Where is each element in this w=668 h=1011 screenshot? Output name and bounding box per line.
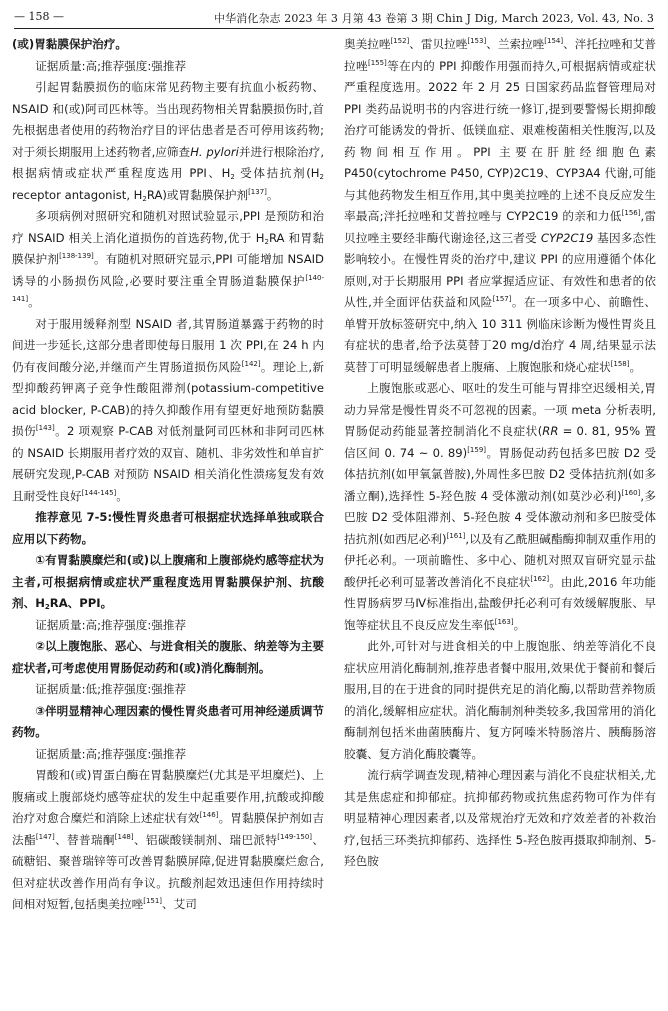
evidence-line: 证据质量:高;推荐强度:强推荐 (35, 617, 187, 632)
paragraph: 奥美拉唑[152]、雷贝拉唑[153]、兰索拉唑[154]、泮托拉唑和艾普拉唑[155]等在内的 PPI 抑酸作用强而持久,可根据病情或症状严重程度选用。2022 年 2 月 25 日国家药品监督管理局对 PPI 类药品说明书的内容进行统一修订,提到要警惕长期抑酸治疗可能诱发的骨折、低镁血症、艰难梭菌相关性腹泻,以及药物间相互作用。PPI 主要在肝脏经细胞色素 P450(cytochrome P450, CYP)2C19、CYP3A4 代谢,可能与其他药物发生相互作用,其中奥美拉唑的上述不良反应发生率最高;泮托拉唑和艾普拉唑与 CYP2C19 的亲和力低[156],雷贝拉唑主要经非酶代谢途径,这三者受 CYP2C19 基因多态性影响较小。在慢性胃炎的治疗中,建议 PPI 的应用遵循个体化原则,对于长期服用 PPI 者应掌握适应证、有效性和患者的依从性,并全面评估获益和风险[157]。在一项多中心、前瞻性、单臂开放标签研究中,纳入 10 311 例临床诊断为慢性胃炎且有症状的患者,给予法莫替丁20 mg/d治疗 4 周,结果显示法莫替丁可明显缓解患者上腹痛、上腹饱胀和烧心症状[158]。 (344, 37, 657, 374)
citation: [157] (492, 295, 512, 303)
paragraph: 上腹饱胀或恶心、呕吐的发生可能与胃排空迟缓相关,胃动力异常是慢性胃炎不可忽视的因素。一项 meta 分析表明,胃肠促动药能显著控制消化不良症状(RR = 0. 81, 95% 置信区间 0. 74 ~ 0. 89)[159]。胃肠促动药包括多巴胺 D2 受体拮抗剂(如甲氧氯普胺),外周性多巴胺 D2 受体拮抗剂(如多潘立酮),选择性 5-羟色胺 4 受体激动剂(如莫沙必利)[160],多巴胺 D2 受体阻滞剂、5-羟色胺 4 受体激动剂和多巴胺受体拮抗剂(如西尼必利)[161],以及有乙酰胆碱酯酶抑制双重作用的伊托必利。一项前瞻性、多中心、随机对照双盲研究显示盐酸伊托必利可显著改善消化不良症状[162]。由此,2016 年功能性胃肠病罗马Ⅳ标准指出,盐酸伊托必利可有效缓解腹胀、早饱等症状且不良反应发生率低[163]。 (344, 381, 657, 632)
citation: [163] (494, 617, 514, 626)
citation: [144-145] (81, 488, 117, 497)
citation: [140-141] (12, 273, 324, 303)
citation: [153] (467, 37, 487, 45)
page-header (14, 8, 654, 29)
page-number: — 158 — (14, 10, 64, 23)
left-column (12, 34, 324, 916)
citation: [148] (114, 832, 134, 841)
citation: [152] (390, 37, 410, 45)
citation: [147] (35, 832, 55, 841)
right-column (344, 34, 656, 873)
paragraph: (或)胃黏膜保护治疗。 (12, 37, 127, 51)
citation: [155] (367, 58, 387, 67)
citation: [156] (621, 209, 641, 217)
citation: [138-139] (59, 252, 94, 260)
recommendation-item: ①有胃黏膜糜烂和(或)以上腹痛和上腹部烧灼感等症状为主者,可根据病情或症状严重程度选用胃黏膜保护剂、抗酸剂、$H_2RA$、PPI。 (12, 553, 324, 611)
citation: [137] (248, 187, 267, 196)
citation: [154] (544, 37, 564, 45)
citation: [142] (241, 359, 261, 368)
evidence-line: 证据质量:低;推荐强度:强推荐 (35, 682, 187, 696)
evidence-line: 证据质量:高;推荐强度:强推荐 (35, 58, 187, 73)
paragraph: 对于服用缓释剂型 NSAID 者,其胃肠道暴露于药物的时间进一步延长,这部分患者即使每日服用 1 次 PPI,在 24 h 内仍有夜间酸分泌,并继而产生胃肠道损伤风险[142]。理论上,新型抑酸药钾离子竞争性酸阻滞剂(potassium-competitive acid blocker, P-CAB)的持久抑酸作用有望更好地预防黏膜损伤[143]。2 项观察 P-CAB 对低剂量阿司匹林和非阿司匹林的 NSAID 长期服用者疗效的双盲、随机、非劣效性和单盲扩展研究发现,P-CAB 对预防 NSAID 相关消化性溃疡复发有效且耐受性良好[144-145]。 (12, 316, 325, 503)
citation: [151] (143, 897, 163, 905)
evidence-line: 证据质量:高;推荐强度:强推荐 (35, 746, 187, 761)
citation: [149-150] (277, 832, 313, 841)
citation: [160] (621, 488, 641, 497)
recommendation-heading: 推荐意见 7-5:慢性胃炎患者可根据症状选择单独或联合应用以下药物。 (12, 510, 324, 546)
paragraph: 此外,可针对与进食相关的中上腹饱胀、纳差等消化不良症状应用消化酶制剂,推荐患者餐中服用,效果优于餐前和餐后服用,目的在于进食的同时提供充足的消化酶,以帮助营养物质的消化,缓解相应症状。消化酶制剂种类较多,我国常用的消化酶制剂包括米曲菌胰酶片、复方阿嗪米特肠溶片、胰酶肠溶胶囊、复方消化酶胶囊等。 (344, 639, 656, 761)
recommendation-item: ③伴明显精神心理因素的慢性胃炎患者可用神经递质调节药物。 (12, 703, 324, 739)
citation: [146] (199, 811, 219, 819)
paragraph: 引起胃黏膜损伤的临床常见药物主要有抗血小板药物、NSAID 和(或)阿司匹林等。当出现药物相关胃黏膜损伤时,首先根据患者使用的药物治疗目的评估患者是否可停用该药物;对于须长期服用上述药物者,应筛查H. pylori并进行根除治疗,根据病情或症状严重程度选用 PPI、$H_2$ 受体拮抗剂($H_2$ receptor antagonist, $H_2RA$)或胃黏膜保护剂[137]。 (12, 80, 325, 203)
paragraph: 流行病学调查发现,精神心理因素与消化不良症状相关,尤其是焦虑症和抑郁症。抗抑郁药物或抗焦虑药物可作为伴有明显精神心理因素者,以及常规治疗无效和疗效差者的补救治疗,包括三环类抗抑郁药、选择性 5-羟色胺再摄取抑制剂、5-羟色胺 (344, 768, 656, 868)
recommendation-item: ②以上腹饱胀、恶心、与进食相关的腹胀、纳差等为主要症状者,可考虑使用胃肠促动药和(或)消化酶制剂。 (12, 639, 324, 675)
citation: [143] (35, 424, 55, 432)
paragraph: 多项病例对照研究和随机对照试验显示,PPI 是预防和治疗 NSAID 相关上消化道损伤的首选药物,优于 $H_2RA$ 和胃黏膜保护剂[138-139]。有随机对照研究显示,PPI 可能增加 NSAID 诱导的小肠损伤风险,必要时要注重全胃肠道黏膜保护[140-141]。 (12, 209, 324, 309)
citation: [161] (446, 531, 466, 540)
paragraph: 胃酸和(或)胃蛋白酶在胃黏膜糜烂(尤其是平坦糜烂)、上腹痛或上腹部烧灼感等症状的发生中起重要作用,抗酸或抑酸治疗对愈合糜烂和消除上述症状有效[146]。胃黏膜保护剂如吉法酯[147]、替普瑞酮[148]、铝碳酸镁制剂、瑞巴派特[149-150]、硫糖铝、聚普瑞锌等可改善胃黏膜屏障,促进胃黏膜糜烂愈合,但对症状改善作用尚有争议。抗酸剂起效迅速但作用持续时间相对短暂,包括奥美拉唑[151]、艾司 (12, 768, 324, 911)
journal-title: 中华消化杂志 2023 年 3 月第 43 卷第 3 期 Chin J Dig, March 2023, Vol. 43, No. 3 (214, 12, 654, 25)
citation: [158] (610, 359, 630, 368)
citation: [159] (467, 445, 487, 454)
citation: [162] (530, 574, 550, 583)
